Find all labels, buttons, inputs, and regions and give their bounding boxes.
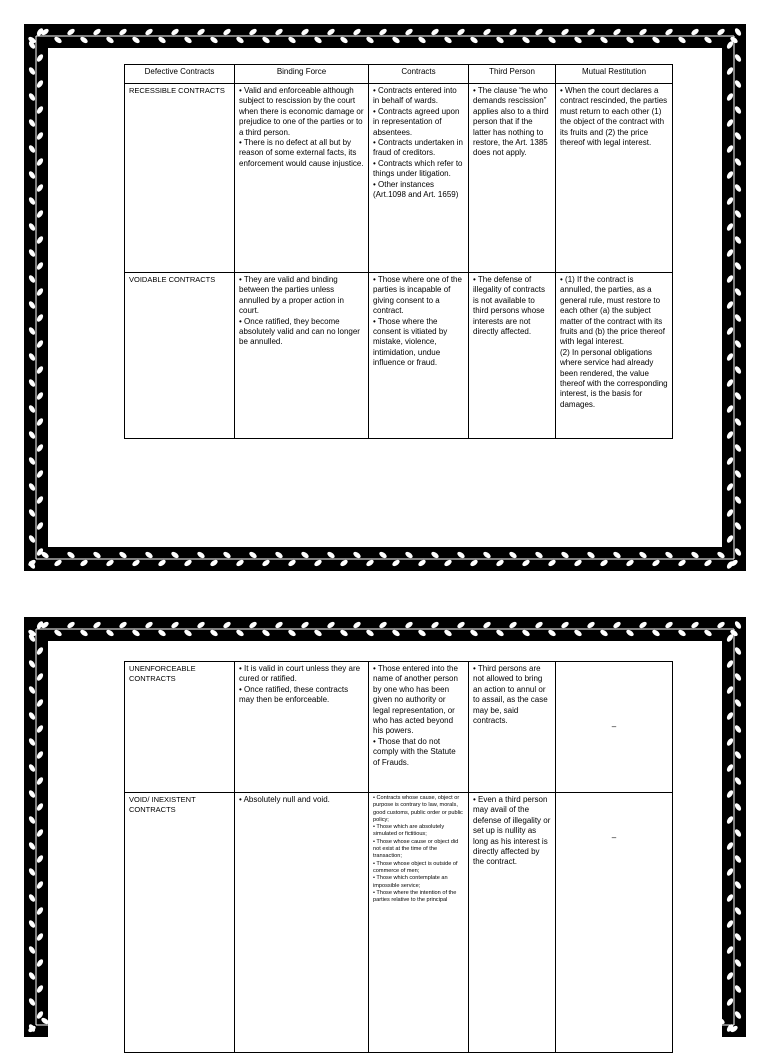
mutual-restitution-cell: – xyxy=(556,793,673,1053)
document-page-1 xyxy=(24,24,746,571)
page-1-content xyxy=(48,48,722,547)
header-mutual-restitution: Mutual Restitution xyxy=(556,65,673,84)
mutual-restitution-cell: – xyxy=(556,662,673,793)
contract-type: VOID/ INEXISTENT CONTRACTS xyxy=(125,793,235,1053)
table-header-row xyxy=(125,65,673,84)
header-third-person: Third Person xyxy=(469,65,556,84)
binding-force-cell: • Absolutely null and void. xyxy=(235,793,369,1053)
mutual-restitution-cell: • (1) If the contract is annulled, the parties, as a general rule, must restore to each other (a) the subject matter of the contract with its fruits and (b) the price thereof with legal interest. (2) In personal obligations where service had already been rendered, the value thereof with the corresponding interest, is the basis for damages. xyxy=(556,273,673,439)
third-person-cell: • Even a third person may avail of the defense of illegality or set up is nullity as long as his interest is directly affected by the contract. xyxy=(469,793,556,1053)
table-row xyxy=(125,84,673,273)
binding-force-cell: • It is valid in court unless they are cured or ratified. • Once ratified, these contracts may then be enforceable. xyxy=(235,662,369,793)
header-binding-force: Binding Force xyxy=(235,65,369,84)
contracts-cell: • Those entered into the name of another person by one who has been given no authority or legal representation, or who has acted beyond his powers. • Those that do not comply with the Statute of Frauds. xyxy=(369,662,469,793)
third-person-cell: • The defense of illegality of contracts is not available to third persons whose interests are not directly affected. xyxy=(469,273,556,439)
header-contracts: Contracts xyxy=(369,65,469,84)
table-row xyxy=(125,273,673,439)
binding-force-cell: • They are valid and binding between the parties unless annulled by a proper action in court. • Once ratified, they become absolutely valid and can no longer be annulled. xyxy=(235,273,369,439)
third-person-cell: • Third persons are not allowed to bring an action to annul or to assail, as the case may be, said contracts. xyxy=(469,662,556,793)
binding-force-cell: • Valid and enforceable although subject to rescission by the court when there is economic damage or prejudice to one of the parties or to a third person. • There is no defect at all but by reason of some external facts, its enforcement would cause injustice. xyxy=(235,84,369,273)
contracts-cell: • Contracts entered into in behalf of wards. • Contracts agreed upon in representation of absentees. • Contracts undertaken in fraud of creditors. • Contracts which refer to things under litigation. • Other instances (Art.1098 and Art. 1659) xyxy=(369,84,469,273)
contract-type: UNENFORCEABLE CONTRACTS xyxy=(125,662,235,793)
contracts-cell: • Contracts whose cause, object or purpose is contrary to law, morals, good customs, public order or public policy; • Those which are absolutely simulated or fictitious; • Those whose cause or object did not exist at the time of the transaction; • Those whose object is outside of commerce of men; • Those which contemplate an impossible service; • Those where the intention of the parties relative to the principal xyxy=(369,793,469,1053)
contracts-cell: • Those where one of the parties is incapable of giving consent to a contract. • Those where the consent is vitiated by mistake, violence, intimidation, undue influence or fraud. xyxy=(369,273,469,439)
document-page-2 xyxy=(24,617,746,1037)
mutual-restitution-cell: • When the court declares a contract rescinded, the parties must return to each other (1) the object of the contract with its fruits and (2) the price thereof with legal interest. xyxy=(556,84,673,273)
contract-type: VOIDABLE CONTRACTS xyxy=(125,273,235,439)
contract-type: RECESSIBLE CONTRACTS xyxy=(125,84,235,273)
table-row xyxy=(125,793,673,1053)
page-2-content xyxy=(48,641,722,1037)
header-defective-contracts: Defective Contracts xyxy=(125,65,235,84)
third-person-cell: • The clause “he who demands rescission” applies also to a third person that if the latter has nothing to restore, the Art. 1385 does not apply. xyxy=(469,84,556,273)
defective-contracts-table-continued xyxy=(124,661,673,1053)
defective-contracts-table xyxy=(124,64,673,439)
table-row xyxy=(125,662,673,793)
